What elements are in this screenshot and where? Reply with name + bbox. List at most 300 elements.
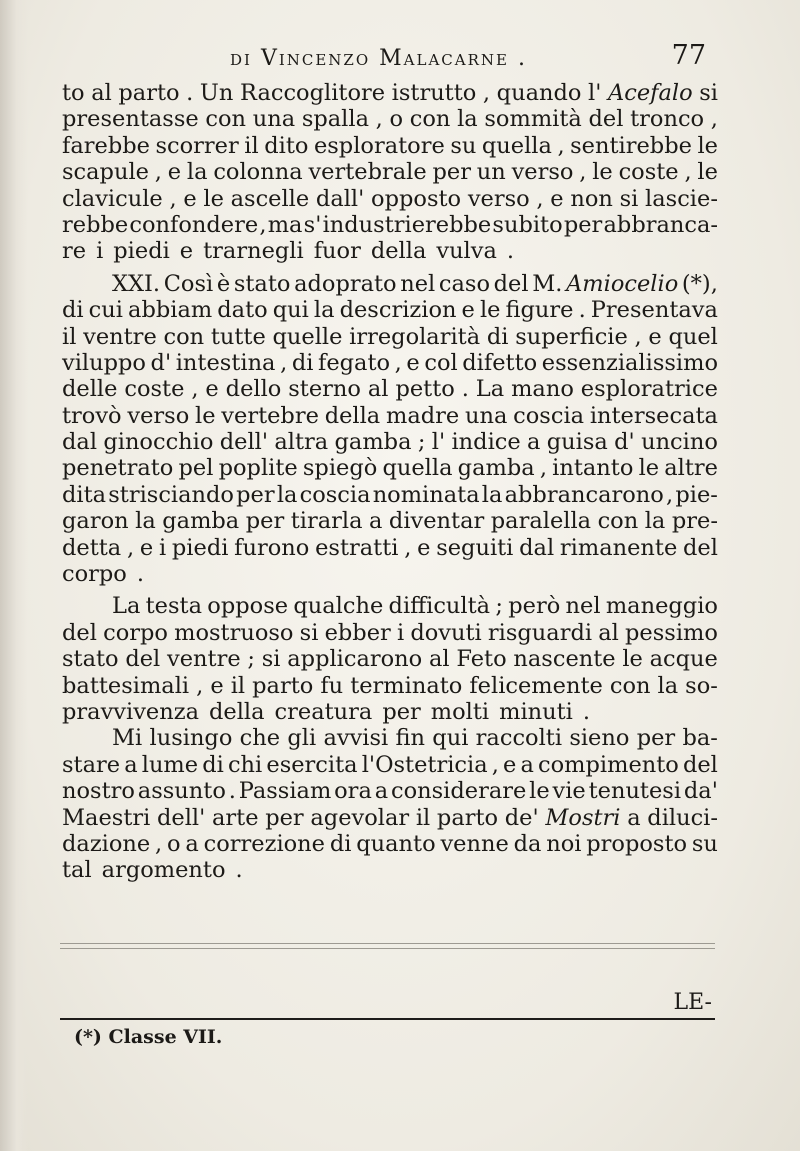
text-line [62, 350, 718, 376]
word: a [185, 830, 199, 857]
bleed-through-rule [60, 943, 715, 949]
word: maneggio [605, 593, 718, 620]
word: . [136, 561, 145, 588]
word: uncino [641, 429, 718, 456]
word: tronco [630, 106, 705, 133]
word: , [579, 159, 587, 186]
word: quel [668, 323, 718, 350]
page-header [70, 40, 710, 80]
text-line [62, 376, 718, 402]
word: intersecata [589, 402, 718, 429]
word: intanto [552, 455, 634, 482]
word: verso [511, 159, 574, 186]
word: mano [511, 376, 574, 403]
word: , [155, 830, 163, 857]
text-line [62, 699, 718, 725]
word: a [369, 508, 383, 535]
word: altra [274, 429, 329, 456]
word: , [710, 106, 718, 133]
word: o [167, 830, 181, 857]
word: . [235, 857, 243, 884]
word: quelle [272, 323, 343, 350]
word: , [169, 185, 177, 212]
word: parto [252, 672, 314, 699]
footnote: (*) Classe VII. [74, 1026, 223, 1048]
word: di [291, 349, 314, 376]
word: del [125, 646, 161, 673]
word: penetrato [62, 455, 174, 482]
text-line [62, 429, 718, 455]
word: s' [303, 211, 322, 238]
word: ventre [167, 646, 241, 673]
word: il [415, 804, 431, 831]
word: furono [234, 534, 310, 561]
word: presentasse [62, 106, 199, 133]
word: , [666, 481, 674, 508]
word: proposto [586, 830, 688, 857]
word: detta [62, 534, 122, 561]
word: della [208, 698, 265, 725]
word: intestina [175, 349, 276, 376]
word: trarnegli [203, 238, 304, 265]
word: lume [141, 751, 199, 778]
word: si [299, 619, 319, 646]
word: battesimali [62, 672, 190, 699]
word: tenutesi [588, 778, 682, 805]
word: molti [430, 698, 490, 725]
word: per [245, 508, 285, 535]
word: argomento [101, 857, 226, 884]
word: del [493, 270, 529, 297]
word: la [313, 297, 335, 324]
word: fuor [313, 238, 361, 265]
word: una [464, 402, 508, 429]
word: fin [395, 725, 426, 752]
word: dazione [62, 830, 151, 857]
word: delle [62, 376, 118, 403]
word: e [139, 534, 154, 561]
text-line [62, 212, 718, 238]
word: con [163, 323, 205, 350]
word: le [638, 455, 660, 482]
word: vie [552, 778, 586, 805]
word: vertebre [221, 402, 319, 429]
word: con [597, 508, 639, 535]
word: difficultà [388, 593, 491, 620]
word: . [582, 698, 591, 725]
word: gli [287, 725, 317, 752]
text-line [62, 133, 718, 159]
word: stare [62, 751, 121, 778]
word: quella [382, 455, 453, 482]
word: abbrancarono [504, 481, 664, 508]
text-line [62, 535, 718, 561]
word: parto [436, 804, 499, 831]
word: della [324, 402, 381, 429]
word: felicemente [469, 672, 603, 699]
word: piedi [171, 534, 229, 561]
word: le [622, 646, 643, 673]
word: vertebrale [308, 159, 427, 186]
word: la [644, 508, 666, 535]
word: madre [385, 402, 460, 429]
word: viluppo [62, 349, 146, 376]
word: indice [451, 429, 521, 456]
word: qui [272, 297, 309, 324]
text-line [62, 725, 718, 751]
word: per [432, 159, 471, 186]
word: sommità [484, 106, 582, 133]
word: nostro [62, 778, 135, 805]
word: testa [145, 593, 203, 620]
word: sentirebbe [570, 132, 692, 159]
word: figure [505, 297, 574, 324]
word: stato [62, 646, 119, 673]
word: le [697, 159, 718, 186]
word: coste [124, 376, 185, 403]
text-line [62, 159, 718, 185]
word: del [62, 619, 97, 646]
word: paralella [490, 508, 592, 535]
word: industrierebbe [322, 211, 492, 238]
word: un [476, 159, 506, 186]
word: terminato [350, 672, 463, 699]
word: su [691, 830, 718, 857]
word: nascente [513, 646, 616, 673]
word: quando [496, 80, 582, 106]
word: estratti [315, 534, 399, 561]
word: tal [62, 857, 92, 884]
word: cui [88, 297, 123, 324]
word: le [592, 159, 613, 186]
word: , [482, 80, 491, 106]
word: La [475, 376, 505, 403]
word: le [479, 297, 501, 324]
word: istrutto [391, 80, 477, 106]
word: diluci- [647, 804, 718, 831]
word: pre- [671, 508, 718, 535]
word: poplite [218, 455, 298, 482]
word: Maestri [62, 804, 151, 831]
word: , [375, 106, 383, 133]
word: e [406, 349, 420, 376]
word: esploratore [313, 132, 445, 159]
word: Passiam [238, 778, 332, 805]
word: Feto [456, 646, 507, 673]
word: . [506, 238, 515, 265]
word: e [210, 672, 224, 699]
word: la [457, 106, 478, 133]
word: dell' [219, 429, 269, 456]
word: a [374, 778, 389, 805]
word: ebber [324, 619, 391, 646]
word: si [699, 80, 718, 106]
word: opposto [371, 185, 462, 212]
word: dall' [315, 185, 365, 212]
word: (*), [681, 270, 718, 297]
word: , [491, 751, 499, 778]
word: che [239, 725, 281, 752]
word: venne [440, 830, 509, 857]
word: garon [62, 508, 129, 535]
word: ora [334, 778, 372, 805]
word: Un [199, 80, 234, 106]
word: pessimo [625, 619, 718, 646]
word: strisciando [108, 481, 234, 508]
word: compimento [538, 751, 679, 778]
text-line [62, 673, 718, 699]
word: mostruoso [174, 619, 294, 646]
text-line [62, 805, 718, 831]
word: i [396, 619, 405, 646]
word: ventre [83, 323, 157, 350]
word: e [179, 238, 194, 265]
word: per [563, 211, 603, 238]
word: to [62, 80, 85, 106]
word: le [203, 185, 224, 212]
word: guisa [546, 429, 608, 456]
word: trovò [62, 402, 122, 429]
word: l'Ostetricia [361, 751, 488, 778]
word: ; [247, 646, 255, 673]
word: pravvivenza [62, 698, 199, 725]
word: dell' [157, 804, 206, 831]
word: spalla [301, 106, 369, 133]
running-head: di Vincenzo Malacarne . [230, 46, 527, 71]
word: le [697, 132, 718, 159]
word: correzione [203, 830, 325, 857]
word: e [461, 297, 475, 324]
word: , [404, 534, 412, 561]
word: assunto [137, 778, 226, 805]
word: al [428, 646, 450, 673]
word: fu [320, 672, 344, 699]
word: lascie- [645, 185, 718, 212]
text-line [62, 752, 718, 778]
word: è [216, 270, 231, 297]
word: descrizion [339, 297, 457, 324]
word: superficie [515, 323, 628, 350]
word: vulva [436, 238, 497, 265]
word: d' [150, 349, 172, 376]
word: adoprato [294, 270, 397, 297]
word: si [619, 185, 639, 212]
body-text [62, 80, 718, 884]
word: l' [588, 80, 602, 106]
text-line [62, 482, 718, 508]
word: dato [217, 297, 268, 324]
word: di [202, 751, 224, 778]
word: altre [664, 455, 718, 482]
word: e [417, 534, 431, 561]
word: al [367, 376, 389, 403]
word: le [195, 402, 216, 429]
word: raccolti [475, 725, 563, 752]
word: per [236, 481, 275, 508]
word: la [186, 159, 208, 186]
word: scapule [62, 159, 149, 186]
word: abbiam [128, 297, 213, 324]
word: confondere [129, 211, 259, 238]
text-line [62, 324, 718, 350]
text-line [62, 455, 718, 481]
word: tutte [210, 323, 266, 350]
word: . [228, 778, 236, 805]
word: . [186, 80, 194, 106]
text-line [62, 403, 718, 429]
word: quanto [356, 830, 436, 857]
word: Raccoglitore [239, 80, 386, 106]
word: oppose [207, 593, 289, 620]
word: non [570, 185, 613, 212]
word: esercita [266, 751, 358, 778]
word: gamba [162, 508, 240, 535]
word: Mi [112, 725, 143, 752]
word: , [394, 349, 402, 376]
catchword: LE- [673, 990, 712, 1015]
word: sieno [569, 725, 630, 752]
word: le [529, 778, 550, 805]
word: a [124, 751, 138, 778]
word: da [513, 830, 542, 857]
word: scorrer [155, 132, 239, 159]
word: a [527, 429, 541, 456]
text-line [62, 106, 718, 132]
word: e [550, 185, 564, 212]
word: petto [395, 376, 455, 403]
text-line [62, 620, 718, 646]
word: la [657, 672, 679, 699]
word: però [508, 593, 561, 620]
word: di [62, 297, 84, 324]
word: nominata [372, 481, 480, 508]
word: la [135, 508, 156, 535]
word: dovuti [410, 619, 482, 646]
text-line [62, 297, 718, 323]
footnote-rule [60, 1018, 715, 1020]
word: applicarono [287, 646, 423, 673]
word: con [409, 106, 451, 133]
word: e [205, 376, 219, 403]
word: verso [467, 185, 530, 212]
word: ginocchio [103, 429, 214, 456]
word: XXI. [112, 270, 161, 297]
word: la [481, 481, 503, 508]
word: , [634, 323, 642, 350]
page-number: 77 [671, 40, 706, 71]
word: , [196, 672, 204, 699]
word: , [154, 159, 162, 186]
word: verso [127, 402, 190, 429]
word: spiegò [302, 455, 378, 482]
word: si [261, 646, 281, 673]
page-gutter-shadow [0, 0, 28, 1151]
word: e [503, 751, 517, 778]
word: , [126, 534, 135, 561]
word: lusingo [149, 725, 233, 752]
word: l' [431, 429, 446, 456]
word: colonna [213, 159, 303, 186]
text-line [62, 593, 718, 619]
word: una [252, 106, 296, 133]
word: clavicule [62, 185, 163, 212]
text-line [62, 271, 718, 297]
word: ascelle [230, 185, 310, 212]
word: ; [417, 429, 426, 456]
word: ; [495, 593, 503, 620]
word: o [389, 106, 404, 133]
word: con [205, 106, 247, 133]
word: nel [400, 270, 436, 297]
word: , [539, 455, 547, 482]
word: agevolar [310, 804, 410, 831]
word: minuti [499, 698, 573, 725]
word: gamba [457, 455, 535, 482]
text-line [62, 238, 718, 264]
word: dal [519, 534, 555, 561]
word: piedi [113, 238, 170, 265]
word: , [259, 211, 267, 238]
word: della [370, 238, 427, 265]
word: seguiti [436, 534, 514, 561]
word: Amiocelio [566, 270, 679, 297]
word: . [461, 376, 469, 403]
word: sterno [288, 376, 361, 403]
word: a [520, 751, 534, 778]
word: subito [492, 211, 563, 238]
word: su [450, 132, 477, 159]
word: , [536, 185, 544, 212]
word: gamba [334, 429, 412, 456]
word: Presentava [590, 297, 718, 324]
word: il [244, 132, 259, 159]
word: , [191, 376, 199, 403]
word: fegato [318, 349, 391, 376]
word: so- [685, 672, 718, 699]
word: dita [62, 481, 107, 508]
word: chi [227, 751, 263, 778]
word: pel [178, 455, 214, 482]
word: stato [233, 270, 291, 297]
word: difetto [462, 349, 538, 376]
word: noi [546, 830, 582, 857]
word: pie- [675, 481, 718, 508]
word: ba- [682, 725, 718, 752]
word: e [648, 323, 662, 350]
word: risguardi [487, 619, 593, 646]
text-line [62, 186, 718, 212]
word: re [62, 238, 87, 265]
word: i [96, 238, 104, 265]
word: corpo [62, 561, 127, 588]
word: dello [225, 376, 282, 403]
word: la [276, 481, 298, 508]
word: il [230, 672, 246, 699]
text-line [62, 831, 718, 857]
word: creatura [274, 698, 373, 725]
word: arte [211, 804, 259, 831]
word: del [682, 751, 718, 778]
word: M. [532, 270, 563, 297]
word: qualche [293, 593, 384, 620]
word: coscia [299, 481, 371, 508]
word: dal [62, 429, 98, 456]
word: con [609, 672, 651, 699]
word: d' [614, 429, 635, 456]
word: coscia [513, 402, 585, 429]
word: al [91, 80, 112, 106]
text-line [62, 857, 718, 883]
